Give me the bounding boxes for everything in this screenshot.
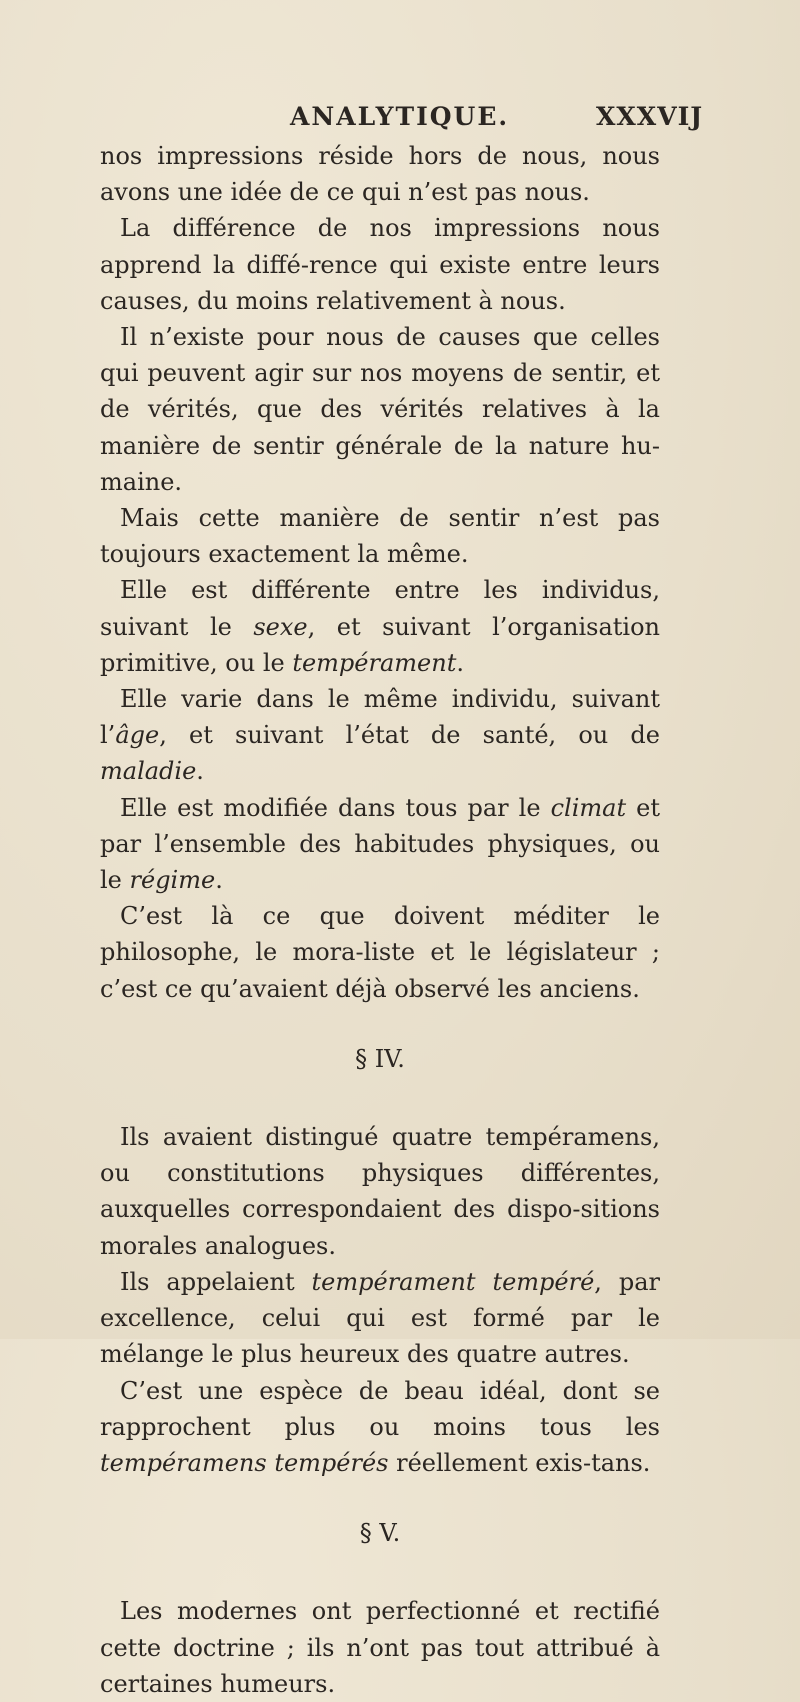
italic-term: climat: [550, 793, 627, 822]
italic-term: âge: [115, 721, 160, 750]
text-run: .: [196, 757, 204, 786]
text-run: .: [215, 866, 223, 895]
paragraph: Mais cette manière de sentir n’est pas toujours exactement la même.: [100, 504, 660, 569]
paragraph: Les modernes ont perfectionné et rectifié cette doctrine ; ils n’ont pas tout attribué à certaines humeurs.: [100, 1597, 660, 1698]
body-text: [100, 138, 660, 1702]
running-title: ANALYTIQUE.: [290, 102, 510, 131]
paragraph: Ils avaient distingué quatre tempéramens, ou constitutions physiques différentes, auxquelles correspondaient des dispo-sitions morales analogues.: [100, 1123, 660, 1260]
text-run: Ils appelaient: [120, 1267, 312, 1296]
paragraph: La différence de nos impressions nous apprend la diffé-rence qui existe entre leurs causes, du moins relativement à nous.: [100, 214, 660, 315]
italic-term: sexe: [253, 612, 308, 641]
text-run: Elle est modifiée dans tous par le: [120, 793, 551, 822]
italic-term: tempérament tempéré: [311, 1267, 595, 1296]
paragraph: [100, 1264, 660, 1373]
text-run: , et suivant l’état de santé, ou de: [159, 721, 660, 750]
paragraph: nos impressions réside hors de nous, nous avons une idée de ce qui n’est pas nous.: [100, 142, 660, 207]
paragraph: [100, 1373, 660, 1482]
italic-term: maladie: [100, 757, 197, 786]
running-header: [0, 98, 800, 138]
text-run: , par excellence, celui qui est formé par le mélange le plus heureux des quatre autres.: [100, 1267, 660, 1369]
italic-term: tempéramens tempérés: [100, 1448, 389, 1477]
section-heading-v: § V.: [359, 1519, 401, 1548]
text-run: réellement exis-tans.: [388, 1448, 651, 1477]
page-number: XXXVIJ: [596, 102, 704, 131]
italic-term: régime: [129, 866, 216, 895]
section-heading-iv: § IV.: [355, 1044, 405, 1073]
paragraph: [100, 790, 660, 899]
text-run: C’est une espèce de beau idéal, dont se rapprochent plus ou moins tous les: [100, 1376, 660, 1441]
paragraph: C’est là ce que doivent méditer le philosophe, le mora-liste et le législateur ; c’est ce qu’avaient déjà observé les anciens.: [100, 902, 660, 1003]
text-run: et par l’ensemble des habitudes physiques, ou le: [100, 793, 660, 895]
paragraph: Il n’existe pour nous de causes que celles qui peuvent agir sur nos moyens de sentir, et de vérités, que des vérités relatives à la manière de sentir générale de la nature hu-maine.: [100, 323, 660, 496]
italic-term: tempérament: [292, 648, 457, 677]
text-run: .: [456, 648, 464, 677]
paragraph: [100, 681, 660, 790]
text-run: Elle est différente entre les individus, suivant le: [100, 576, 660, 641]
text-run: , et suivant l’organisation primitive, ou le: [100, 612, 660, 677]
text-run: Elle varie dans le même individu, suivant l’: [100, 685, 660, 750]
paragraph: [100, 572, 660, 681]
